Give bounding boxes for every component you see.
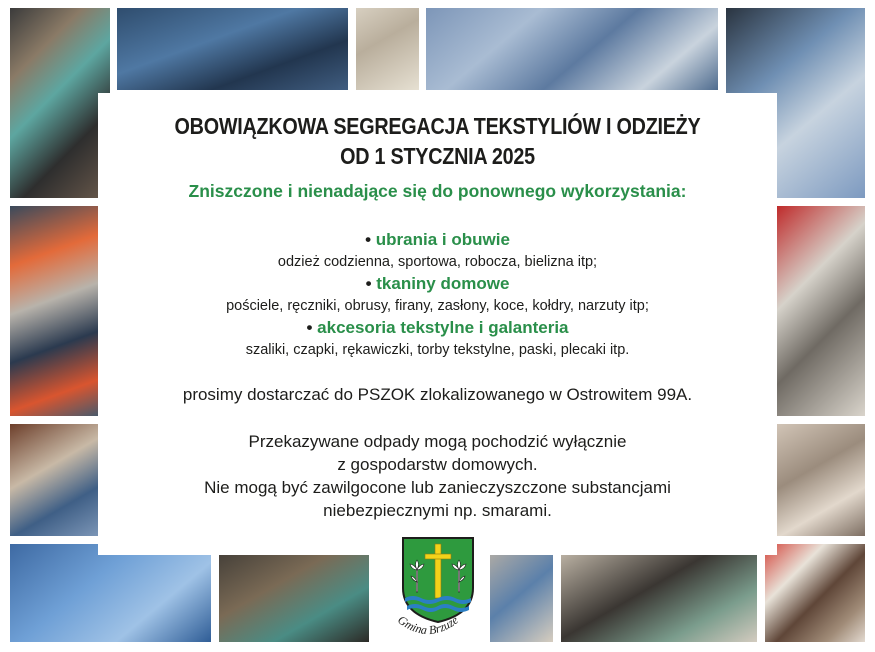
clothes-photo-tile [777, 424, 865, 536]
clothes-photo-tile [10, 424, 98, 536]
delivery-instruction: prosimy dostarczać do PSZOK zlokalizowanego w Ostrowitem 99A. [182, 385, 693, 404]
bullet-icon: • [306, 318, 313, 337]
bullet-icon: • [365, 274, 372, 293]
municipality-name-arc [373, 612, 483, 652]
clothes-photo-tile [117, 8, 348, 90]
title-line-1: OBOWIĄZKOWA SEGREGACJA TEKSTYLIÓW I ODZIEŻY [174, 113, 701, 139]
clothes-photo-tile [356, 8, 419, 90]
clothes-photo-tile [426, 8, 718, 90]
category-description: odzież codzienna, sportowa, robocza, bielizna itp; [277, 254, 598, 270]
clothes-photo-tile [219, 544, 369, 642]
category-name: akcesoria tekstylne i galanteria [317, 318, 569, 337]
restrictions-note [98, 430, 777, 522]
title-line-2: OD 1 STYCZNIA 2025 [340, 143, 535, 169]
category-list [98, 229, 777, 361]
clothes-photo-tile [10, 544, 211, 642]
category-item [98, 229, 777, 251]
category-name: ubrania i obuwie [375, 230, 510, 249]
category-description: pościele, ręczniki, obrusy, firany, zasłony, koce, kołdry, narzuty itp; [226, 298, 649, 314]
category-name: tkaniny domowe [376, 274, 510, 293]
announcement-card [98, 93, 777, 555]
clothes-photo-tile [765, 544, 865, 642]
municipality-logo [373, 528, 483, 646]
clothes-photo-tile [10, 206, 98, 416]
clothes-photo-tile [561, 544, 757, 642]
clothes-photo-tile [10, 8, 110, 198]
coat-of-arms-icon [401, 536, 475, 624]
svg-text:Gmina Brzuze [395, 612, 461, 637]
poster-subtitle: Zniszczone i nienadające się do ponownego wykorzystania: [188, 181, 687, 201]
clothes-photo-tile [777, 206, 865, 416]
category-item [98, 273, 777, 295]
note-line: niebezpiecznymi np. smarami. [323, 501, 552, 520]
note-line: Nie mogą być zawilgocone lub zanieczyszczone substancjami [204, 478, 671, 497]
category-description: szaliki, czapki, rękawiczki, torby tekstylne, paski, plecaki itp. [245, 342, 630, 358]
bullet-icon: • [365, 230, 372, 249]
municipality-name: Gmina Brzuze [395, 612, 461, 638]
clothes-photo-tile [490, 544, 553, 642]
poster-title [146, 111, 730, 171]
category-item [98, 317, 777, 339]
note-line: Przekazywane odpady mogą pochodzić wyłącznie [248, 432, 627, 451]
note-line: z gospodarstw domowych. [337, 455, 538, 474]
